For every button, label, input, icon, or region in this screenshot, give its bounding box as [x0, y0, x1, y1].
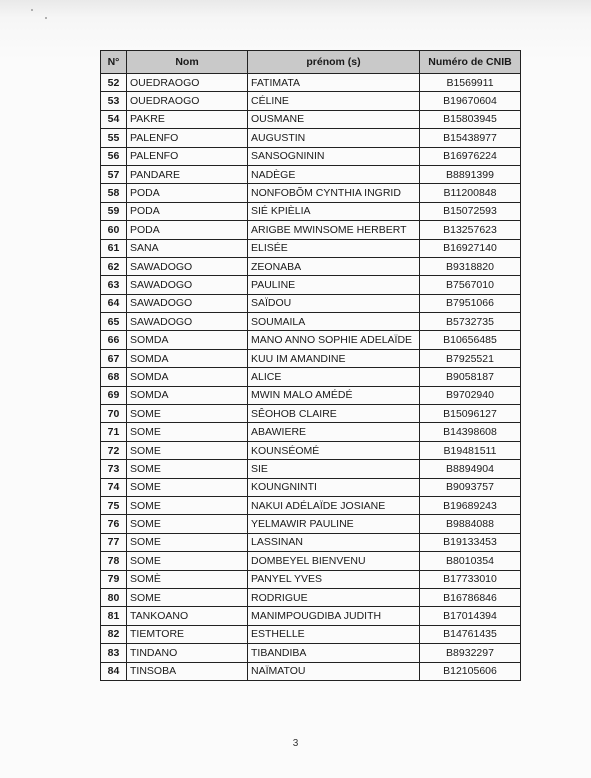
candidates-table — [100, 50, 521, 681]
table-row — [101, 552, 521, 570]
row-number: 54 — [101, 110, 127, 128]
page-number: 3 — [292, 738, 299, 749]
row-cnib: B5732735 — [420, 313, 521, 331]
row-prenom: ABAWIERE — [248, 423, 420, 441]
row-nom: TANKOANO — [127, 607, 248, 625]
row-number: 55 — [101, 129, 127, 147]
table-row — [101, 294, 521, 312]
row-prenom: ELISÉE — [248, 239, 420, 257]
row-number: 66 — [101, 331, 127, 349]
row-nom: TINSOBA — [127, 662, 248, 680]
table-row — [101, 625, 521, 643]
row-cnib: B13257623 — [420, 221, 521, 239]
row-prenom: NONFOBÕM CYNTHIA INGRID — [248, 184, 420, 202]
row-nom: SAWADOGO — [127, 257, 248, 275]
row-cnib: B16976224 — [420, 147, 521, 165]
row-prenom: KUU IM AMANDINE — [248, 349, 420, 367]
table-row — [101, 386, 521, 404]
row-number: 78 — [101, 552, 127, 570]
table-header-row — [101, 51, 521, 74]
header-nom: Nom — [127, 51, 248, 74]
row-prenom: NAÏMATOU — [248, 662, 420, 680]
row-number: 69 — [101, 386, 127, 404]
row-number: 73 — [101, 460, 127, 478]
table-row — [101, 441, 521, 459]
row-prenom: MANIMPOUGDIBA JUDITH — [248, 607, 420, 625]
row-nom: TIEMTORE — [127, 625, 248, 643]
row-cnib: B8010354 — [420, 552, 521, 570]
row-prenom: SANSOGNININ — [248, 147, 420, 165]
row-nom: SAWADOGO — [127, 294, 248, 312]
row-cnib: B11200848 — [420, 184, 521, 202]
row-cnib: B15438977 — [420, 129, 521, 147]
row-nom: OUEDRAOGO — [127, 74, 248, 92]
row-number: 57 — [101, 165, 127, 183]
table-row — [101, 588, 521, 606]
row-cnib: B15072593 — [420, 202, 521, 220]
row-nom: PODA — [127, 202, 248, 220]
table-row — [101, 221, 521, 239]
row-cnib: B19689243 — [420, 496, 521, 514]
row-nom: SOME — [127, 441, 248, 459]
row-cnib: B7951066 — [420, 294, 521, 312]
row-prenom: SAÏDOU — [248, 294, 420, 312]
row-number: 63 — [101, 276, 127, 294]
row-number: 70 — [101, 405, 127, 423]
row-cnib: B9318820 — [420, 257, 521, 275]
table-row — [101, 202, 521, 220]
row-nom: PANDARE — [127, 165, 248, 183]
scan-speck — [45, 17, 47, 19]
row-cnib: B8891399 — [420, 165, 521, 183]
table-row — [101, 331, 521, 349]
row-prenom: RODRIGUE — [248, 588, 420, 606]
row-prenom: ZEONABA — [248, 257, 420, 275]
row-nom: SOME — [127, 552, 248, 570]
row-prenom: ARIGBE MWINSOME HERBERT — [248, 221, 420, 239]
table-row — [101, 478, 521, 496]
row-nom: SOMDA — [127, 368, 248, 386]
row-number: 82 — [101, 625, 127, 643]
table-row — [101, 147, 521, 165]
row-cnib: B14398608 — [420, 423, 521, 441]
row-number: 71 — [101, 423, 127, 441]
row-cnib: B15096127 — [420, 405, 521, 423]
row-prenom: FATIMATA — [248, 74, 420, 92]
header-cnib: Numéro de CNIB — [420, 51, 521, 74]
row-cnib: B1569911 — [420, 74, 521, 92]
row-nom: SOME — [127, 496, 248, 514]
row-nom: SOMDA — [127, 349, 248, 367]
table-row — [101, 110, 521, 128]
row-nom: SANA — [127, 239, 248, 257]
row-prenom: OUSMANE — [248, 110, 420, 128]
row-number: 81 — [101, 607, 127, 625]
row-nom: PALENFO — [127, 147, 248, 165]
row-number: 80 — [101, 588, 127, 606]
row-prenom: TIBANDIBA — [248, 644, 420, 662]
row-nom: SOMDA — [127, 386, 248, 404]
row-cnib: B19670604 — [420, 92, 521, 110]
row-number: 75 — [101, 496, 127, 514]
row-number: 67 — [101, 349, 127, 367]
table-row — [101, 92, 521, 110]
row-prenom: NAKUI ADÉLAÏDE JOSIANE — [248, 496, 420, 514]
row-nom: SOME — [127, 460, 248, 478]
row-number: 62 — [101, 257, 127, 275]
row-prenom: ALICE — [248, 368, 420, 386]
table-row — [101, 515, 521, 533]
table-row — [101, 607, 521, 625]
table-row — [101, 276, 521, 294]
table-row — [101, 313, 521, 331]
table-row — [101, 368, 521, 386]
row-nom: SOMDA — [127, 331, 248, 349]
row-cnib: B14761435 — [420, 625, 521, 643]
row-number: 74 — [101, 478, 127, 496]
row-nom: SOME — [127, 515, 248, 533]
table-row — [101, 349, 521, 367]
row-cnib: B17733010 — [420, 570, 521, 588]
row-cnib: B19133453 — [420, 533, 521, 551]
row-number: 64 — [101, 294, 127, 312]
row-prenom: MWIN MALO AMÉDÉ — [248, 386, 420, 404]
row-prenom: LASSINAN — [248, 533, 420, 551]
row-number: 77 — [101, 533, 127, 551]
row-number: 56 — [101, 147, 127, 165]
table-row — [101, 460, 521, 478]
row-cnib: B16927140 — [420, 239, 521, 257]
row-number: 60 — [101, 221, 127, 239]
row-cnib: B9702940 — [420, 386, 521, 404]
row-cnib: B8932297 — [420, 644, 521, 662]
table-row — [101, 405, 521, 423]
table-row — [101, 165, 521, 183]
row-number: 72 — [101, 441, 127, 459]
row-cnib: B10656485 — [420, 331, 521, 349]
row-nom: SAWADOGO — [127, 313, 248, 331]
table-row — [101, 239, 521, 257]
row-prenom: KOUNGNINTI — [248, 478, 420, 496]
table-row — [101, 496, 521, 514]
row-prenom: YELMAWIR PAULINE — [248, 515, 420, 533]
row-cnib: B8894904 — [420, 460, 521, 478]
row-nom: SOME — [127, 533, 248, 551]
row-number: 79 — [101, 570, 127, 588]
row-nom: PODA — [127, 184, 248, 202]
row-cnib: B7567010 — [420, 276, 521, 294]
row-cnib: B15803945 — [420, 110, 521, 128]
row-number: 76 — [101, 515, 127, 533]
row-prenom: SIE — [248, 460, 420, 478]
row-number: 61 — [101, 239, 127, 257]
row-cnib: B9093757 — [420, 478, 521, 496]
row-prenom: SÊOHOB CLAIRE — [248, 405, 420, 423]
table-row — [101, 644, 521, 662]
row-prenom: SOUMAILA — [248, 313, 420, 331]
row-number: 59 — [101, 202, 127, 220]
row-nom: PALENFO — [127, 129, 248, 147]
row-cnib: B17014394 — [420, 607, 521, 625]
header-prenom: prénom (s) — [248, 51, 420, 74]
row-nom: SOME — [127, 405, 248, 423]
table-row — [101, 129, 521, 147]
row-prenom: MANO ANNO SOPHIE ADELAÏDE — [248, 331, 420, 349]
row-prenom: PAULINE — [248, 276, 420, 294]
scan-speck — [31, 9, 33, 11]
row-prenom: CÉLINE — [248, 92, 420, 110]
row-nom: PAKRE — [127, 110, 248, 128]
table-row — [101, 662, 521, 680]
row-cnib: B19481511 — [420, 441, 521, 459]
row-number: 65 — [101, 313, 127, 331]
row-cnib: B9058187 — [420, 368, 521, 386]
row-nom: PODA — [127, 221, 248, 239]
row-prenom: NADÈGE — [248, 165, 420, 183]
row-nom: OUEDRAOGO — [127, 92, 248, 110]
row-cnib: B16786846 — [420, 588, 521, 606]
row-prenom: PANYEL YVES — [248, 570, 420, 588]
row-number: 58 — [101, 184, 127, 202]
row-nom: SOME — [127, 478, 248, 496]
table-row — [101, 423, 521, 441]
table-row — [101, 570, 521, 588]
row-cnib: B9884088 — [420, 515, 521, 533]
row-nom: SOME — [127, 423, 248, 441]
row-prenom: AUGUSTIN — [248, 129, 420, 147]
table-row — [101, 257, 521, 275]
header-num: N° — [101, 51, 127, 74]
row-nom: TINDANO — [127, 644, 248, 662]
row-prenom: SIÉ KPIÈLIA — [248, 202, 420, 220]
row-cnib: B7925521 — [420, 349, 521, 367]
row-nom: SOME — [127, 588, 248, 606]
row-number: 53 — [101, 92, 127, 110]
row-prenom: ESTHELLE — [248, 625, 420, 643]
row-number: 84 — [101, 662, 127, 680]
row-prenom: KOUNSÉOMÉ — [248, 441, 420, 459]
row-nom: SAWADOGO — [127, 276, 248, 294]
row-prenom: DOMBEYEL BIENVENU — [248, 552, 420, 570]
row-number: 83 — [101, 644, 127, 662]
table-row — [101, 74, 521, 92]
table-row — [101, 184, 521, 202]
row-nom: SOMÈ — [127, 570, 248, 588]
row-number: 52 — [101, 74, 127, 92]
row-cnib: B12105606 — [420, 662, 521, 680]
row-number: 68 — [101, 368, 127, 386]
table-row — [101, 533, 521, 551]
